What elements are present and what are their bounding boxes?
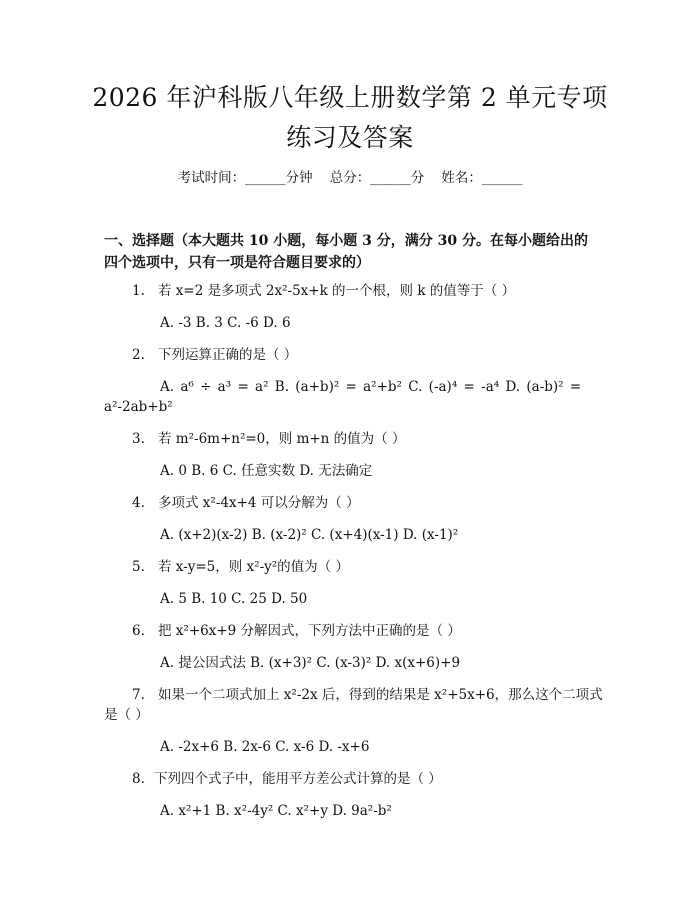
document-title-line-1: 2026 年沪科版八年级上册数学第 2 单元专项 <box>92 83 608 112</box>
section-heading-choice: 一、选择题（本大题共 10 小题，每小题 3 分，满分 30 分。在每小题给出的四个选项中，只有一项是符合题目要求的） <box>104 233 588 271</box>
question-2-options: A. a⁶ ÷ a³ = a² B. (a+b)² = a²+b² C. (-a)⁴ = -a⁴ D. (a-b)² = <box>160 379 582 395</box>
question-8 <box>132 769 442 789</box>
question-7-options: A. -2x+6 B. 2x-6 C. x-6 D. -x+6 <box>160 739 370 755</box>
question-6 <box>132 621 461 641</box>
question-stem: 多项式 x²-4x+4 可以分解为（ ） <box>158 495 360 511</box>
question-4 <box>132 493 360 513</box>
question-7 <box>132 685 603 705</box>
question-1 <box>132 281 515 301</box>
question-3-options: A. 0 B. 6 C. 任意实数 D. 无法确定 <box>160 463 373 479</box>
question-5 <box>132 557 349 577</box>
question-2 <box>132 345 297 365</box>
question-5-options: A. 5 B. 10 C. 25 D. 50 <box>160 591 308 607</box>
document-title-line-2: 练习及答案 <box>286 123 414 152</box>
question-number: 4. <box>132 495 145 511</box>
question-3 <box>132 429 405 449</box>
question-stem: 若 x=2 是多项式 2x²-5x+k 的一个根，则 k 的值等于（ ） <box>158 283 516 299</box>
question-number: 2. <box>132 347 145 363</box>
question-number: 8. <box>132 771 145 787</box>
question-stem: 如果一个二项式加上 x²-2x 后，得到的结果是 x²+5x+6，那么这个二项式 <box>158 687 603 703</box>
question-stem: 若 m²-6m+n²=0，则 m+n 的值为（ ） <box>158 431 406 447</box>
question-number: 7. <box>132 687 145 703</box>
question-1-options: A. -3 B. 3 C. -6 D. 6 <box>160 315 291 331</box>
question-number: 1. <box>132 283 145 299</box>
question-number: 6. <box>132 623 145 639</box>
question-8-options: A. x²+1 B. x²-4y² C. x²+y D. 9a²-b² <box>160 803 392 819</box>
question-7-stem-continued: 是（ ） <box>104 707 149 723</box>
question-stem: 下列四个式子中，能用平方差公式计算的是（ ） <box>154 771 442 787</box>
question-4-options: A. (x+2)(x-2) B. (x-2)² C. (x+4)(x-1) D. (x-1)² <box>160 527 459 543</box>
question-number: 3. <box>132 431 145 447</box>
question-stem: 把 x²+6x+9 分解因式，下列方法中正确的是（ ） <box>158 623 461 639</box>
question-number: 5. <box>132 559 145 575</box>
question-stem: 下列运算正确的是（ ） <box>158 347 298 363</box>
question-stem: 若 x-y=5，则 x²-y²的值为（ ） <box>158 559 349 575</box>
question-2-options-continued: a²-2ab+b² <box>104 399 173 415</box>
exam-info-line: 考试时间：______分钟 总分：______分 姓名：______ <box>177 170 523 186</box>
question-6-options: A. 提公因式法 B. (x+3)² C. (x-3)² D. x(x+6)+9 <box>160 655 461 671</box>
